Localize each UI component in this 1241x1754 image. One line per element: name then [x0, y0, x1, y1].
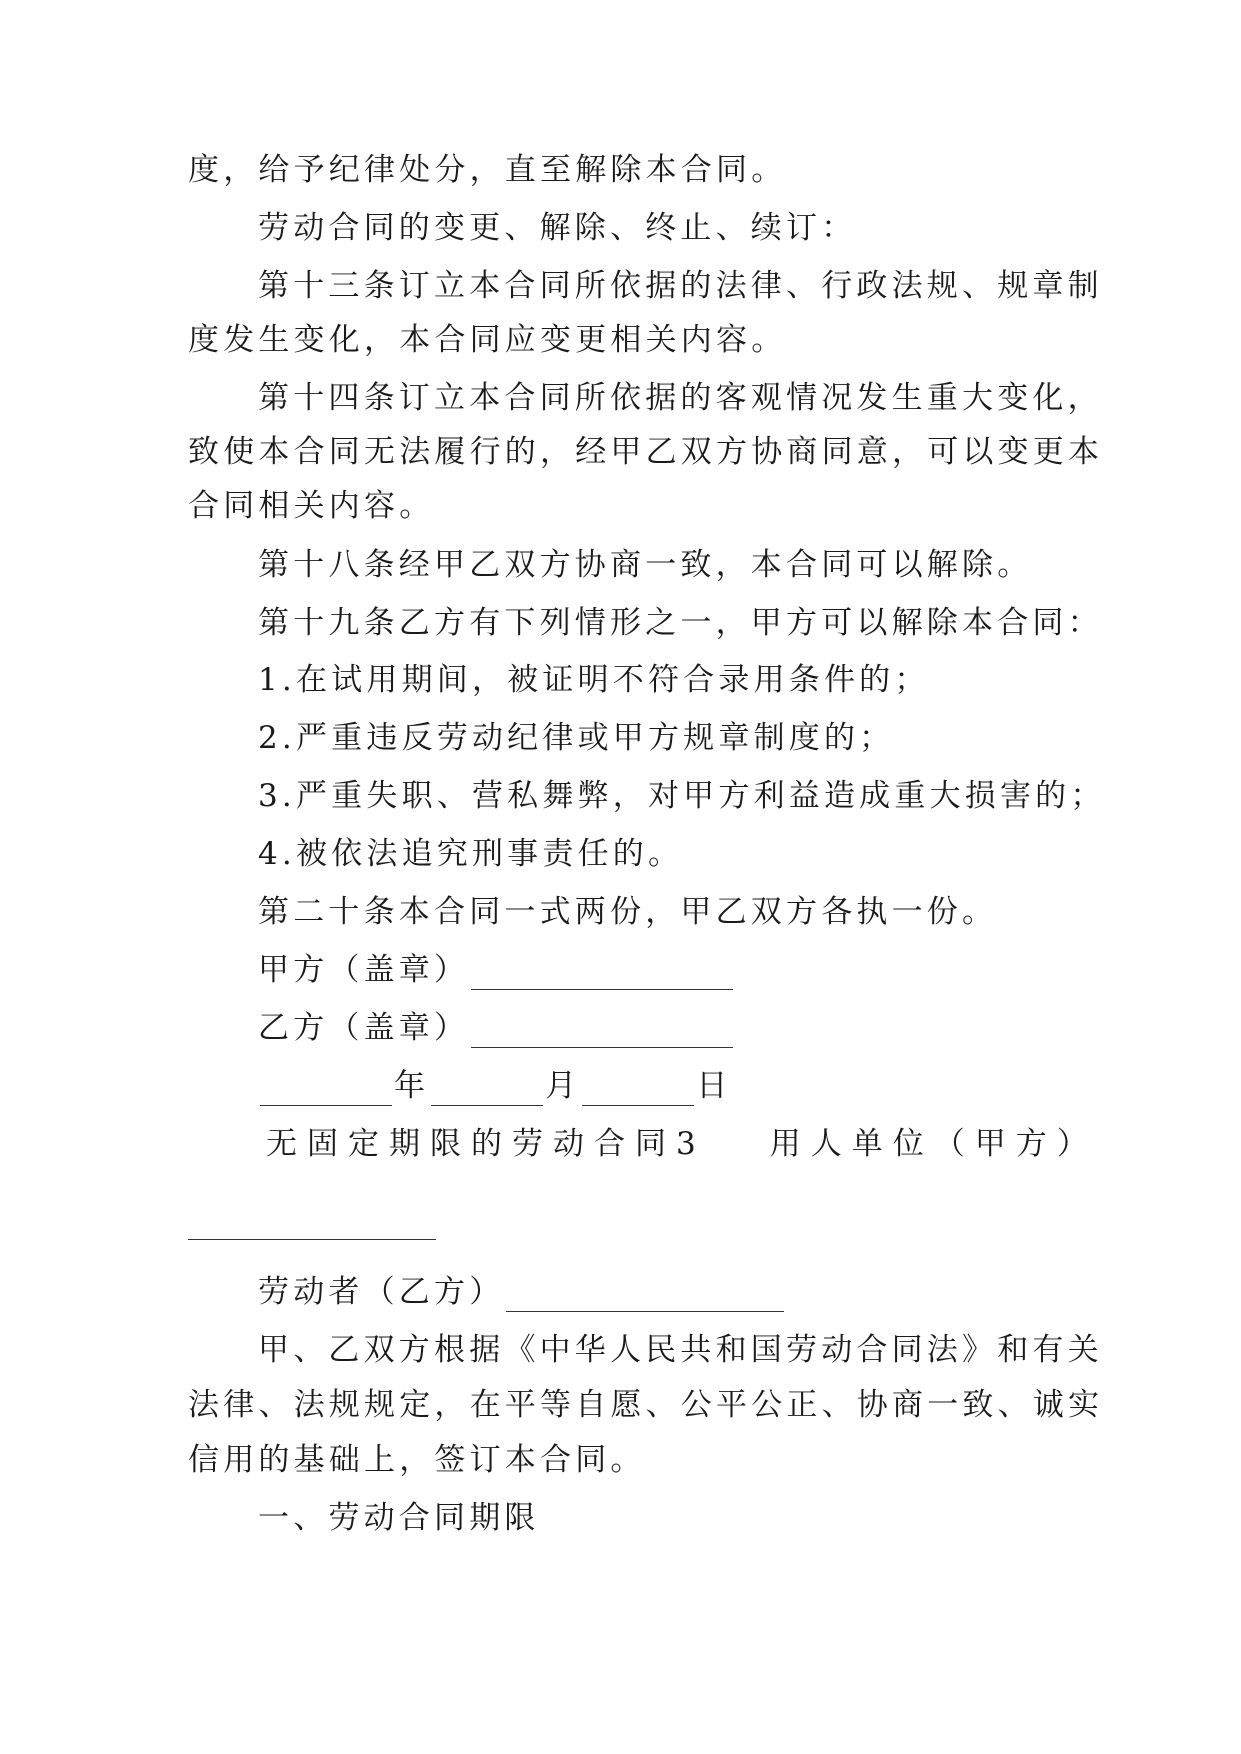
- preamble-line-3: 信用的基础上，签订本合同。: [188, 1442, 646, 1478]
- year-blank[interactable]: [260, 1075, 392, 1106]
- day-blank[interactable]: [582, 1075, 694, 1106]
- employer-signature-blank[interactable]: [188, 1239, 436, 1240]
- date-row: [258, 1066, 732, 1106]
- list-item-4: 4.被依法追究刑事责任的。: [258, 836, 684, 872]
- article-20: 第二十条本合同一式两份，甲乙双方各执一份。: [258, 894, 998, 930]
- party-a-signature-row: [258, 950, 735, 990]
- article-14-line-3: 合同相关内容。: [188, 488, 435, 524]
- party-b-signature-row: [258, 1008, 735, 1048]
- section-heading-contract-changes: 劳动合同的变更、解除、终止、续订：: [258, 210, 857, 246]
- list-item-3: 3.严重失职、营私舞弊，对甲方利益造成重大损害的；: [258, 778, 1106, 814]
- month-label: 月: [545, 1068, 581, 1104]
- employee-signature-blank[interactable]: [506, 1281, 784, 1312]
- employee-label: 劳动者（乙方）: [258, 1274, 505, 1310]
- list-item-2: 2.严重违反劳动纪律或甲方规章制度的；: [258, 720, 895, 756]
- preamble-line-1: 甲、乙双方根据《中华人民共和国劳动合同法》和有关: [258, 1332, 1103, 1368]
- preamble-line-2: 法律、法规规定，在平等自愿、公平公正、协商一致、诚实: [188, 1387, 1104, 1423]
- month-blank[interactable]: [431, 1075, 543, 1106]
- article-14-line-1: 第十四条订立本合同所依据的客观情况发生重大变化，: [258, 380, 1103, 416]
- employee-row: [258, 1272, 786, 1312]
- section-1-heading: 一、劳动合同期限: [258, 1500, 540, 1536]
- article-13-line-1: 第十三条订立本合同所依据的法律、行政法规、规章制: [258, 268, 1103, 304]
- paragraph-line: 度，给予纪律处分，直至解除本合同。: [188, 152, 787, 188]
- contract-title-row: [266, 1124, 1098, 1164]
- article-14-line-2: 致使本合同无法履行的，经甲乙双方协商同意，可以变更本: [188, 434, 1104, 470]
- article-19: 第十九条乙方有下列情形之一，甲方可以解除本合同：: [258, 605, 1103, 641]
- party-b-label: 乙方（盖章）: [258, 1010, 470, 1046]
- party-b-signature-blank[interactable]: [471, 1017, 733, 1048]
- article-13-line-2: 度发生变化，本合同应变更相关内容。: [188, 322, 787, 358]
- party-a-label: 甲方（盖章）: [258, 952, 470, 988]
- year-label: 年: [394, 1068, 430, 1104]
- party-a-signature-blank[interactable]: [471, 959, 733, 990]
- employer-label: 用人单位（甲方）: [769, 1126, 1098, 1162]
- day-label: 日: [696, 1068, 732, 1104]
- list-item-1: 1.在试用期间，被证明不符合录用条件的；: [258, 662, 930, 698]
- contract-title: 无固定期限的劳动合同3: [266, 1126, 706, 1162]
- article-18: 第十八条经甲乙双方协商一致，本合同可以解除。: [258, 547, 1033, 583]
